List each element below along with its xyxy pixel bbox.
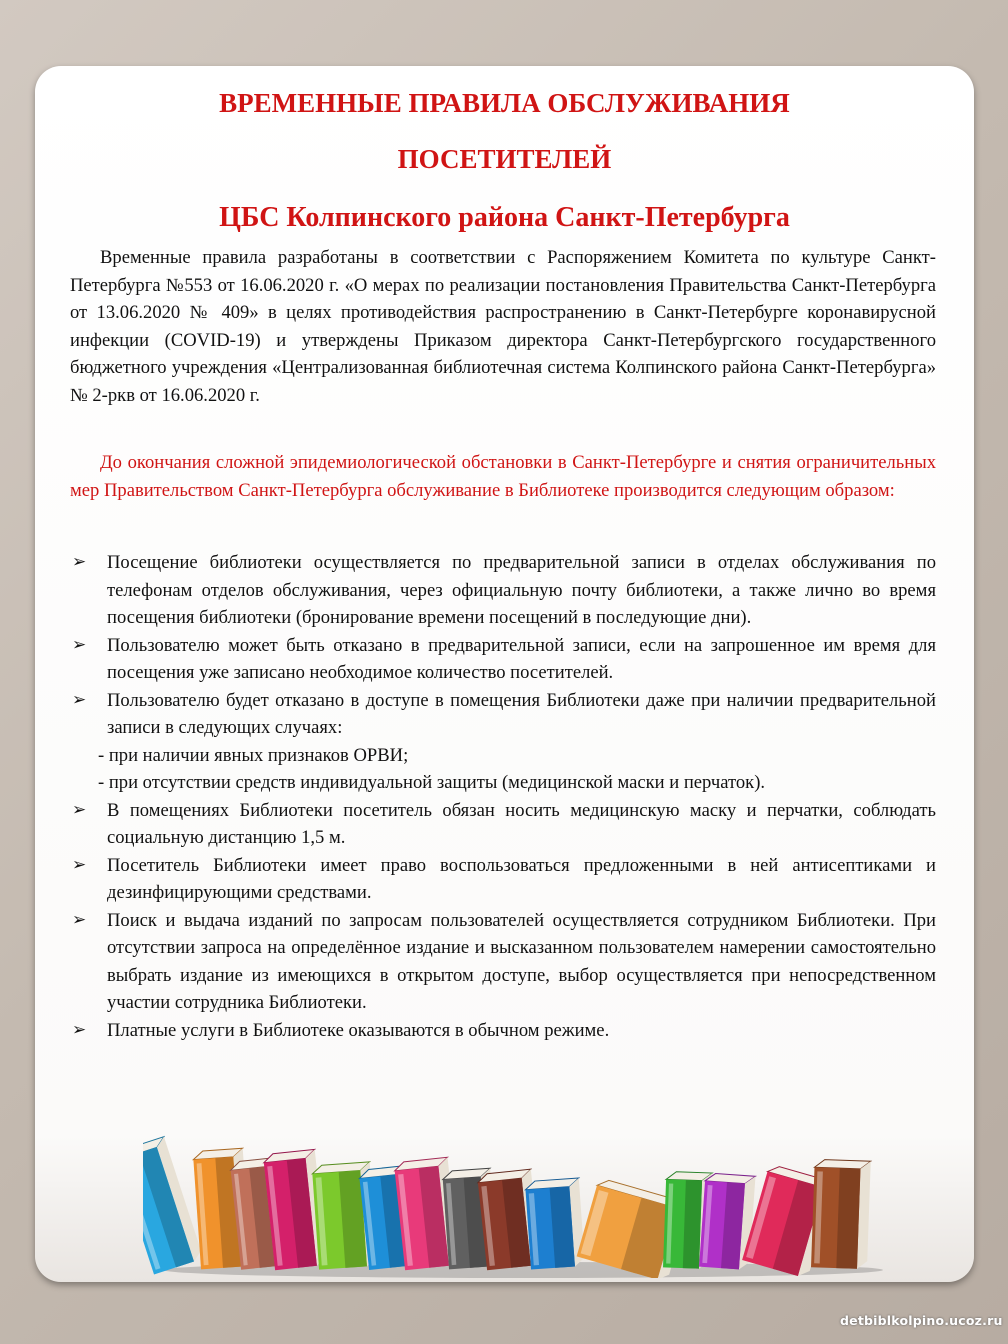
list-item: ➢ Пользователю будет отказано в доступе в помещения Библиотеки даже при наличии предварительной записи в следующих случаях:	[70, 687, 936, 742]
list-item: ➢ Пользователю может быть отказано в предварительной записи, если на запрошенное им время для посещения уже записано необходимое количество посетителей.	[70, 632, 936, 687]
subtitle: ЦБС Колпинского района Санкт-Петербурга	[219, 202, 790, 233]
list-subitem: - при наличии явных признаков ОРВИ;	[98, 744, 409, 766]
title-line-1: ВРЕМЕННЫЕ ПРАВИЛА ОБСЛУЖИВАНИЯ	[219, 88, 790, 118]
rules-list	[70, 549, 936, 1044]
books-illustration	[143, 1078, 903, 1278]
notice-paragraph: До окончания сложной эпидемиологической обстановки в Санкт-Петербурге и снятия ограничительных мер Правительством Санкт-Петербурга обслуживание в Библиотеке производится следующим образом:	[70, 452, 936, 501]
list-item: ➢ Посещение библиотеки осуществляется по предварительной записи в отделах обслуживания по телефонам отделов обслуживания, через официальную почту библиотеки, а также лично во время посещения библиотеки (бронирование времени посещений в последующие дни).	[70, 549, 936, 632]
intro-paragraph: Временные правила разработаны в соответствии с Распоряжением Комитета по культуре Санкт-Петербурга №553 от 16.06.2020 г. «О мерах по реализации постановления Правительства Санкт-Петербурга от 13.06.2020 № 409» в целях противодействия распространению в Санкт-Петербурге коронавирусной инфекции (COVID-19) и утверждены Приказом директора Санкт-Петербургского государственного бюджетного учреждения «Централизованная библиотечная система Колпинского района Санкт-Петербурга» № 2-ркв от 16.06.2020 г.	[70, 247, 936, 406]
arrowhead-bullet-icon: ➢	[72, 1019, 87, 1040]
list-subitem: - при отсутствии средств индивидуальной защиты (медицинской маски и перчаток).	[98, 772, 766, 793]
arrowhead-bullet-icon: ➢	[72, 634, 87, 655]
arrowhead-bullet-icon: ➢	[72, 854, 87, 875]
list-item: ➢ Посетитель Библиотеки имеет право воспользоваться предложенными в ней антисептиками и дезинфицирующими средствами.	[70, 852, 936, 907]
arrowhead-bullet-icon: ➢	[72, 552, 87, 572]
book-10	[525, 1178, 585, 1270]
arrowhead-bullet-icon: ➢	[72, 909, 87, 930]
book-15	[811, 1159, 871, 1269]
arrowhead-bullet-icon: ➢	[72, 799, 87, 820]
list-item: ➢ В помещениях Библиотеки посетитель обязан носить медицинскую маску и перчатки, соблюдать социальную дистанцию 1,5 м.	[70, 797, 936, 852]
site-url: detbiblkolpino.ucoz.ru	[840, 1313, 1003, 1328]
notice-card	[35, 66, 974, 1282]
arrowhead-bullet-icon: ➢	[72, 689, 87, 710]
title-line-2: ПОСЕТИТЕЛЕЙ	[397, 144, 612, 174]
list-item: ➢ Платные услуги в Библиотеке оказываются в обычном режиме.	[70, 1017, 936, 1045]
list-item: ➢ Поиск и выдача изданий по запросам пользователей осуществляется сотрудником Библиотеки. При отсутствии запроса на определённое издание и высказанном пользователем намерении самостоятельно выбрать издание из имеющихся в открытом доступе, выбор осуществляется при непосредственном участии сотрудника Библиотеки.	[70, 907, 936, 1017]
book-1	[143, 1137, 203, 1275]
